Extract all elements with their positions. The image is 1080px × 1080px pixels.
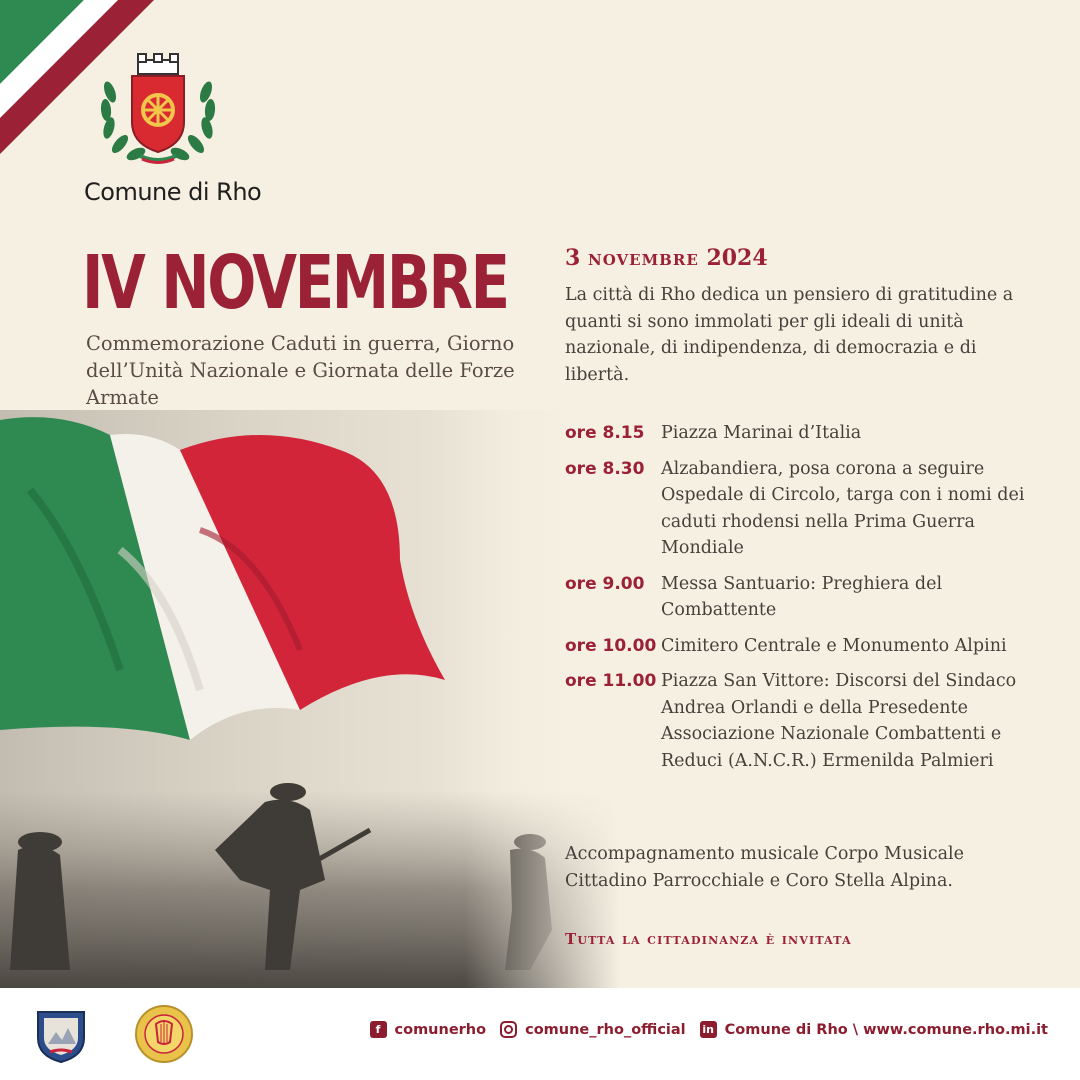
- schedule-row: [565, 456, 1060, 562]
- music-note: Accompagnamento musicale Corpo Musicale Cittadino Parrocchiale e Coro Stella Alpina.: [565, 844, 965, 891]
- association-shield-icon: [36, 1008, 86, 1064]
- schedule-text: Alzabandiera, posa corona a seguire Ospedale di Circolo, targa con i nomi dei caduti rhodensi nella Prima Guerra Mondiale: [661, 458, 1025, 558]
- schedule-time: ore 11.00: [565, 671, 657, 691]
- musical-corps-emblem-icon: [134, 1004, 194, 1064]
- schedule-row: [565, 668, 1060, 774]
- flag-and-soldiers-illustration: [0, 410, 620, 990]
- schedule-row: [565, 420, 1060, 447]
- website-link[interactable]: Comune di Rho \ www.comune.rho.mi.it: [724, 1021, 1048, 1038]
- event-date: 3 NOVEMBRE 2024: [565, 245, 768, 271]
- logo-text: Comune di Rho: [84, 178, 262, 206]
- schedule-text: Messa Santuario: Preghiera del Combattente: [661, 573, 943, 620]
- linkedin-icon[interactable]: in: [700, 1021, 717, 1038]
- event-intro: La città di Rho dedica un pensiero di gratitudine a quanti si sono immolati per gli ideali di unità nazionale, di indipendenza, di democrazia e di libertà.: [565, 285, 1014, 385]
- schedule-time: ore 8.30: [565, 458, 645, 479]
- schedule-list: [565, 420, 1060, 783]
- instagram-link[interactable]: comune_rho_official: [525, 1021, 686, 1038]
- schedule-text: Cimitero Centrale e Monumento Alpini: [661, 635, 1007, 656]
- schedule-time: ore 9.00: [565, 573, 645, 594]
- invite-text: Tutta la cittadinanza è invitata: [565, 930, 852, 948]
- schedule-time: ore 8.15: [565, 423, 645, 443]
- comune-rho-crest-icon: [92, 52, 224, 170]
- schedule-text: Piazza Marinai d’Italia: [661, 423, 862, 443]
- facebook-link[interactable]: comunerho: [394, 1021, 487, 1038]
- facebook-icon[interactable]: f: [370, 1021, 387, 1038]
- instagram-icon[interactable]: [500, 1021, 517, 1038]
- social-links: [370, 1021, 1048, 1038]
- schedule-row: [565, 571, 1060, 624]
- page-title: IV NOVEMBRE: [82, 240, 508, 326]
- schedule-row: [565, 633, 1060, 660]
- schedule-time: ore 10.00: [565, 635, 657, 656]
- schedule-text: Piazza San Vittore: Discorsi del Sindaco Andrea Orlandi e della Presedente Associazione Nazionale Combattenti e Reduci (A.N.C.R.) Ermenilda Palmieri: [661, 671, 1017, 771]
- page-subtitle: Commemorazione Caduti in guerra, Giorno dell’Unità Nazionale e Giornata delle Forze Armate: [86, 332, 515, 409]
